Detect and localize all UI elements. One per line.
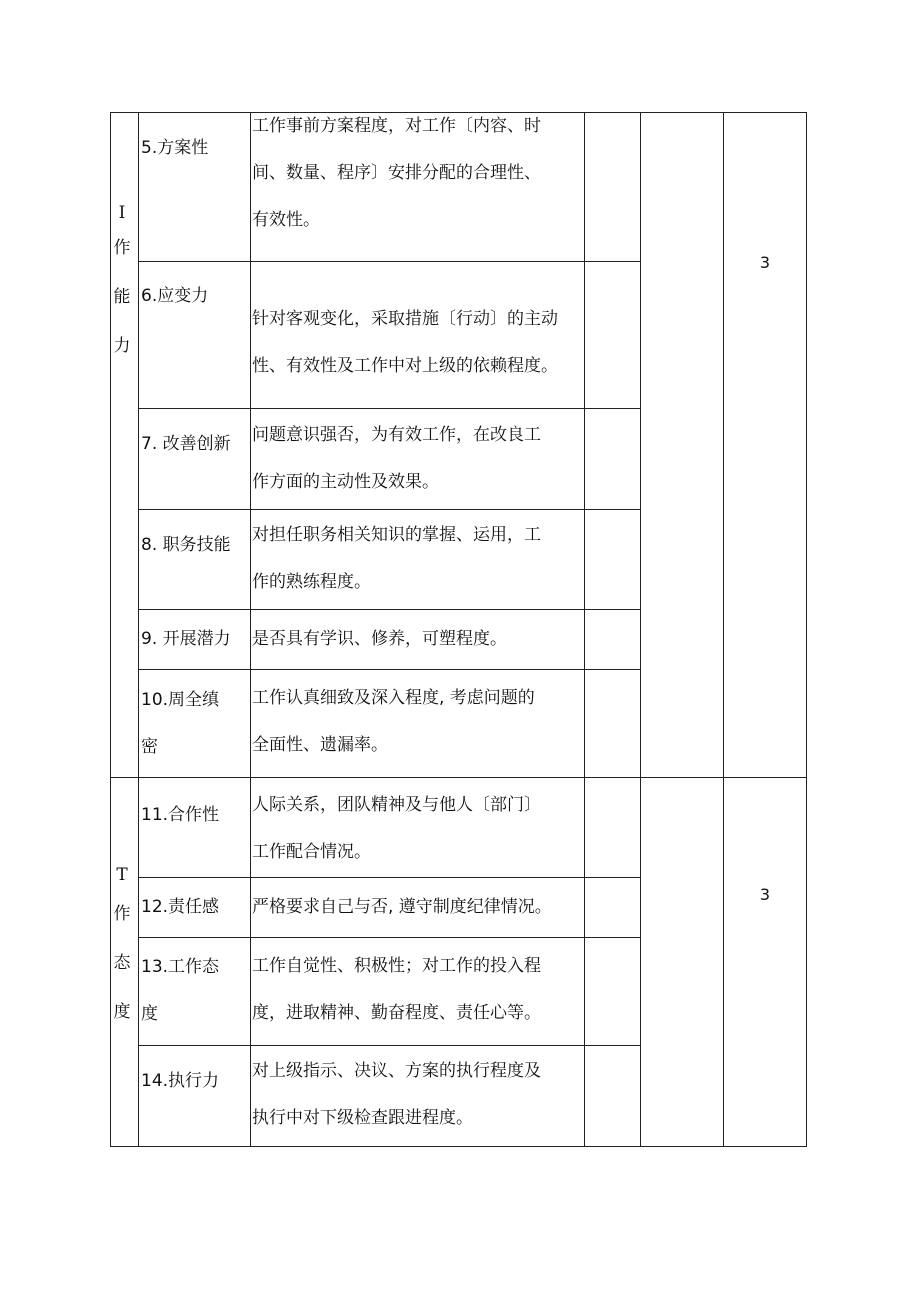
- col-divider: [584, 112, 585, 1147]
- desc-line: 对上级指示、决议、方案的执行程度及: [252, 1061, 541, 1081]
- desc-line: 对担任职务相关知识的掌握、运用，工: [252, 525, 541, 545]
- row-divider: [138, 937, 640, 938]
- category-char: 力: [113, 336, 131, 356]
- desc-line: 有效性。: [252, 210, 320, 230]
- item-label: [141, 884, 219, 931]
- item-label: [141, 944, 219, 1038]
- desc-line: 执行中对下级检查跟进程度。: [252, 1108, 473, 1128]
- item-label: [141, 125, 208, 172]
- item-text: 13.工作态: [141, 957, 220, 977]
- item-text: 密: [141, 737, 158, 757]
- item-text: 度: [141, 1004, 158, 1024]
- item-text: 14.执行力: [141, 1071, 220, 1091]
- row-divider: [138, 1045, 640, 1046]
- score-value: 3: [759, 253, 771, 272]
- item-text: 12.责任感: [141, 897, 220, 917]
- desc-line: 工作事前方案程度，对工作〔内容、时: [252, 116, 541, 136]
- category-label: [110, 863, 134, 1026]
- item-label: [141, 677, 219, 771]
- desc-line: 针对客观变化，采取措施〔行动〕的主动: [252, 309, 558, 329]
- category-label: [110, 201, 134, 360]
- category-char: 度: [113, 1002, 131, 1022]
- item-description: [252, 512, 541, 606]
- item-text: 11.合作性: [141, 805, 220, 825]
- category-char: 能: [113, 287, 131, 307]
- item-description: [252, 616, 507, 663]
- score-value: 3: [759, 885, 771, 904]
- desc-line: 间、数量、程序〕安排分配的合理性、: [252, 163, 541, 183]
- row-divider: [138, 609, 640, 610]
- item-label: [141, 1058, 219, 1105]
- item-text: 9. 开展潜力: [141, 629, 231, 649]
- desc-line: 严格要求自己与否, 遵守制度纪律情况。: [252, 897, 552, 917]
- item-description: [252, 675, 535, 769]
- desc-line: 工作自觉性、积极性；对工作的投入程: [252, 956, 541, 976]
- item-text: 5.方案性: [141, 138, 209, 158]
- category-char: T: [116, 865, 128, 885]
- item-description: [252, 103, 541, 244]
- item-description: [252, 943, 541, 1037]
- desc-line: 人际关系，团队精神及与他人〔部门〕: [252, 795, 541, 815]
- item-label: [141, 421, 231, 468]
- item-label: [141, 792, 219, 839]
- category-char: 作: [113, 904, 131, 924]
- section-divider: [110, 777, 807, 778]
- item-text: 10.周全缜: [141, 690, 220, 710]
- col-divider: [250, 112, 251, 1147]
- item-text: 8. 职务技能: [141, 535, 231, 555]
- border-bottom: [110, 1146, 807, 1147]
- item-description: [252, 412, 541, 506]
- row-divider: [138, 261, 640, 262]
- item-label: [141, 522, 231, 569]
- row-divider: [138, 877, 640, 878]
- category-char: 作: [113, 238, 131, 258]
- item-text: 7. 改善创新: [141, 434, 231, 454]
- row-divider: [138, 669, 640, 670]
- desc-line: 性、有效性及工作中对上级的依赖程度。: [252, 356, 558, 376]
- desc-line: 作的熟练程度。: [252, 572, 371, 592]
- col-divider: [138, 112, 139, 1147]
- desc-line: 度，进取精神、勤奋程度、责任心等。: [252, 1003, 541, 1023]
- desc-line: 全面性、遗漏率。: [252, 735, 388, 755]
- item-description: [252, 782, 541, 876]
- row-divider: [138, 509, 640, 510]
- item-description: [252, 884, 552, 931]
- row-divider: [138, 408, 640, 409]
- desc-line: 是否具有学识、修养，可塑程度。: [252, 629, 507, 649]
- category-char: 态: [113, 953, 131, 973]
- item-text: 6.应变力: [141, 286, 209, 306]
- item-label: [141, 273, 208, 320]
- desc-line: 作方面的主动性及效果。: [252, 472, 439, 492]
- item-description: [252, 296, 558, 390]
- col-divider: [640, 112, 641, 1147]
- category-char: I: [118, 203, 126, 223]
- desc-line: 工作认真细致及深入程度, 考虑问题的: [252, 688, 535, 708]
- desc-line: 问题意识强否，为有效工作，在改良工: [252, 425, 541, 445]
- desc-line: 工作配合情况。: [252, 842, 371, 862]
- item-label: [141, 616, 231, 663]
- item-description: [252, 1048, 541, 1142]
